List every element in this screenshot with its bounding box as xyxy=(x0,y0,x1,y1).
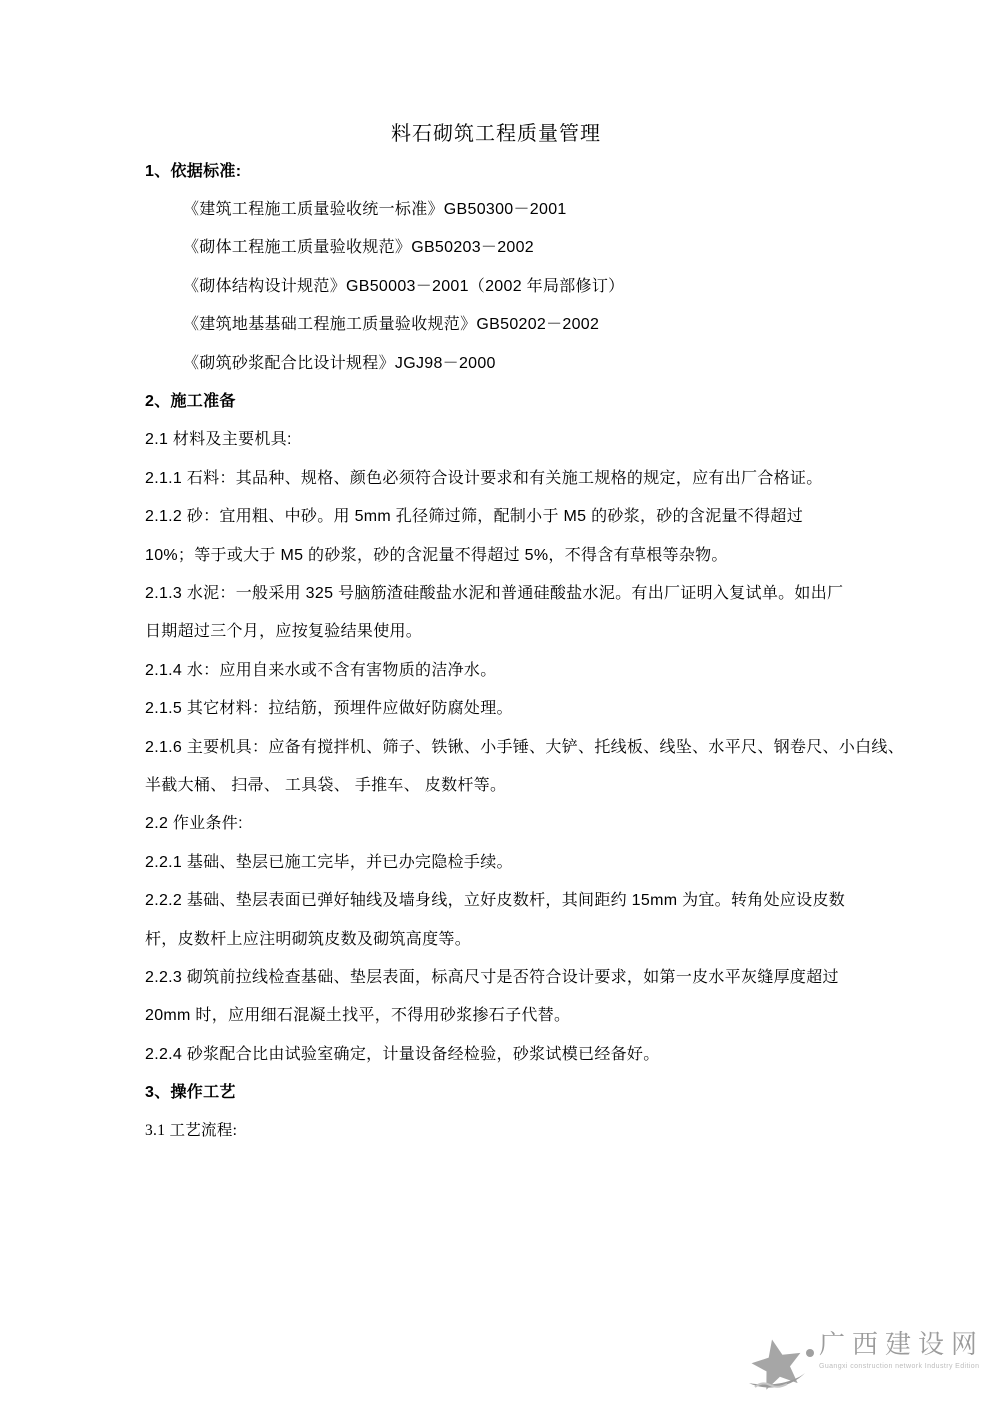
paragraph-line: 2.2.4 砂浆配合比由试验室确定，计量设备经检验，砂浆试模已经备好。 xyxy=(145,1045,660,1063)
paragraph-line: 2.1 材料及主要机具: xyxy=(145,431,292,449)
reference-item: 《建筑地基基础工程施工质量验收规范》GB50202－2002 xyxy=(183,316,600,334)
paragraph-line: 日期超过三个月，应按复验结果使用。 xyxy=(145,623,423,641)
paragraph-line: 2.2.1 基础、垫层已施工完毕，并已办完隐检手续。 xyxy=(145,853,513,871)
paragraph-line: 2.2 作业条件: xyxy=(145,815,243,833)
doc-body xyxy=(145,150,920,1148)
reference-item: 《建筑工程施工质量验收统一标准》GB50300－2001 xyxy=(183,201,567,219)
paragraph-line: 10%；等于或大于 M5 的砂浆，砂的含泥量不得超过 5%，不得含有草根等杂物。 xyxy=(145,546,728,564)
reference-item: 《砌体工程施工质量验收规范》GB50203－2002 xyxy=(183,239,535,257)
paragraph-line: 2.1.4 水：应用自来水或不含有害物质的洁净水。 xyxy=(145,661,497,679)
paragraph-line: 2.2.2 基础、垫层表面已弹好轴线及墙身线，立好皮数杆，其间距约 15mm 为宜。转角处应设皮数 xyxy=(145,892,846,910)
reference-item: 《砌筑砂浆配合比设计规程》JGJ98－2000 xyxy=(183,354,496,372)
paragraph-line: 2.1.1 石料：其品种、规格、颜色必须符合设计要求和有关施工规格的规定，应有出厂合格证。 xyxy=(145,469,823,487)
paragraph-line: 半截大桶、 扫帚、 工具袋、 手推车、 皮数杆等。 xyxy=(145,776,507,794)
logo-caption-text: Guangxi construction network Industry Edition xyxy=(818,1362,980,1370)
paragraph-line: 2.1.2 砂：宜用粗、中砂。用 5mm 孔径筛过筛，配制小于 M5 的砂浆，砂的含泥量不得超过 xyxy=(145,508,803,526)
section-heading: 2、施工准备 xyxy=(145,393,236,411)
site-logo xyxy=(745,1331,984,1395)
paragraph-line: 2.1.5 其它材料：拉结筋，预埋件应做好防腐处理。 xyxy=(145,700,513,718)
paragraph-line: 3.1 工艺流程: xyxy=(145,1121,238,1139)
logo-text xyxy=(819,1331,984,1370)
section-heading: 1、依据标准: xyxy=(145,162,242,180)
paragraph-line: 2.2.3 砌筑前拉线检查基础、垫层表面，标高尺寸是否符合设计要求，如第一皮水平灰缝厚度超过 xyxy=(145,968,839,986)
reference-item: 《砌体结构设计规范》GB50003－2001（2002 年局部修订） xyxy=(183,277,625,295)
section-heading: 3、操作工艺 xyxy=(145,1084,236,1102)
paragraph-line: 2.1.6 主要机具：应备有搅拌机、筛子、铁锹、小手锤、大铲、托线板、线坠、水平尺、钢卷尺、小白线、 xyxy=(145,738,905,756)
paragraph-line: 20mm 时，应用细石混凝土找平，不得用砂浆掺石子代替。 xyxy=(145,1007,571,1025)
star-swoosh-icon xyxy=(745,1337,817,1395)
doc-title: 料石砌筑工程质量管理 xyxy=(391,123,601,145)
paragraph-line: 2.1.3 水泥：一般采用 325 号脑筋渣硅酸盐水泥和普通硅酸盐水泥。有出厂证明入复试单。如出厂 xyxy=(145,584,844,602)
paragraph-line: 杆，皮数杆上应注明砌筑皮数及砌筑高度等。 xyxy=(145,930,472,948)
logo-brand-text: 广西建设网 xyxy=(818,1330,984,1359)
